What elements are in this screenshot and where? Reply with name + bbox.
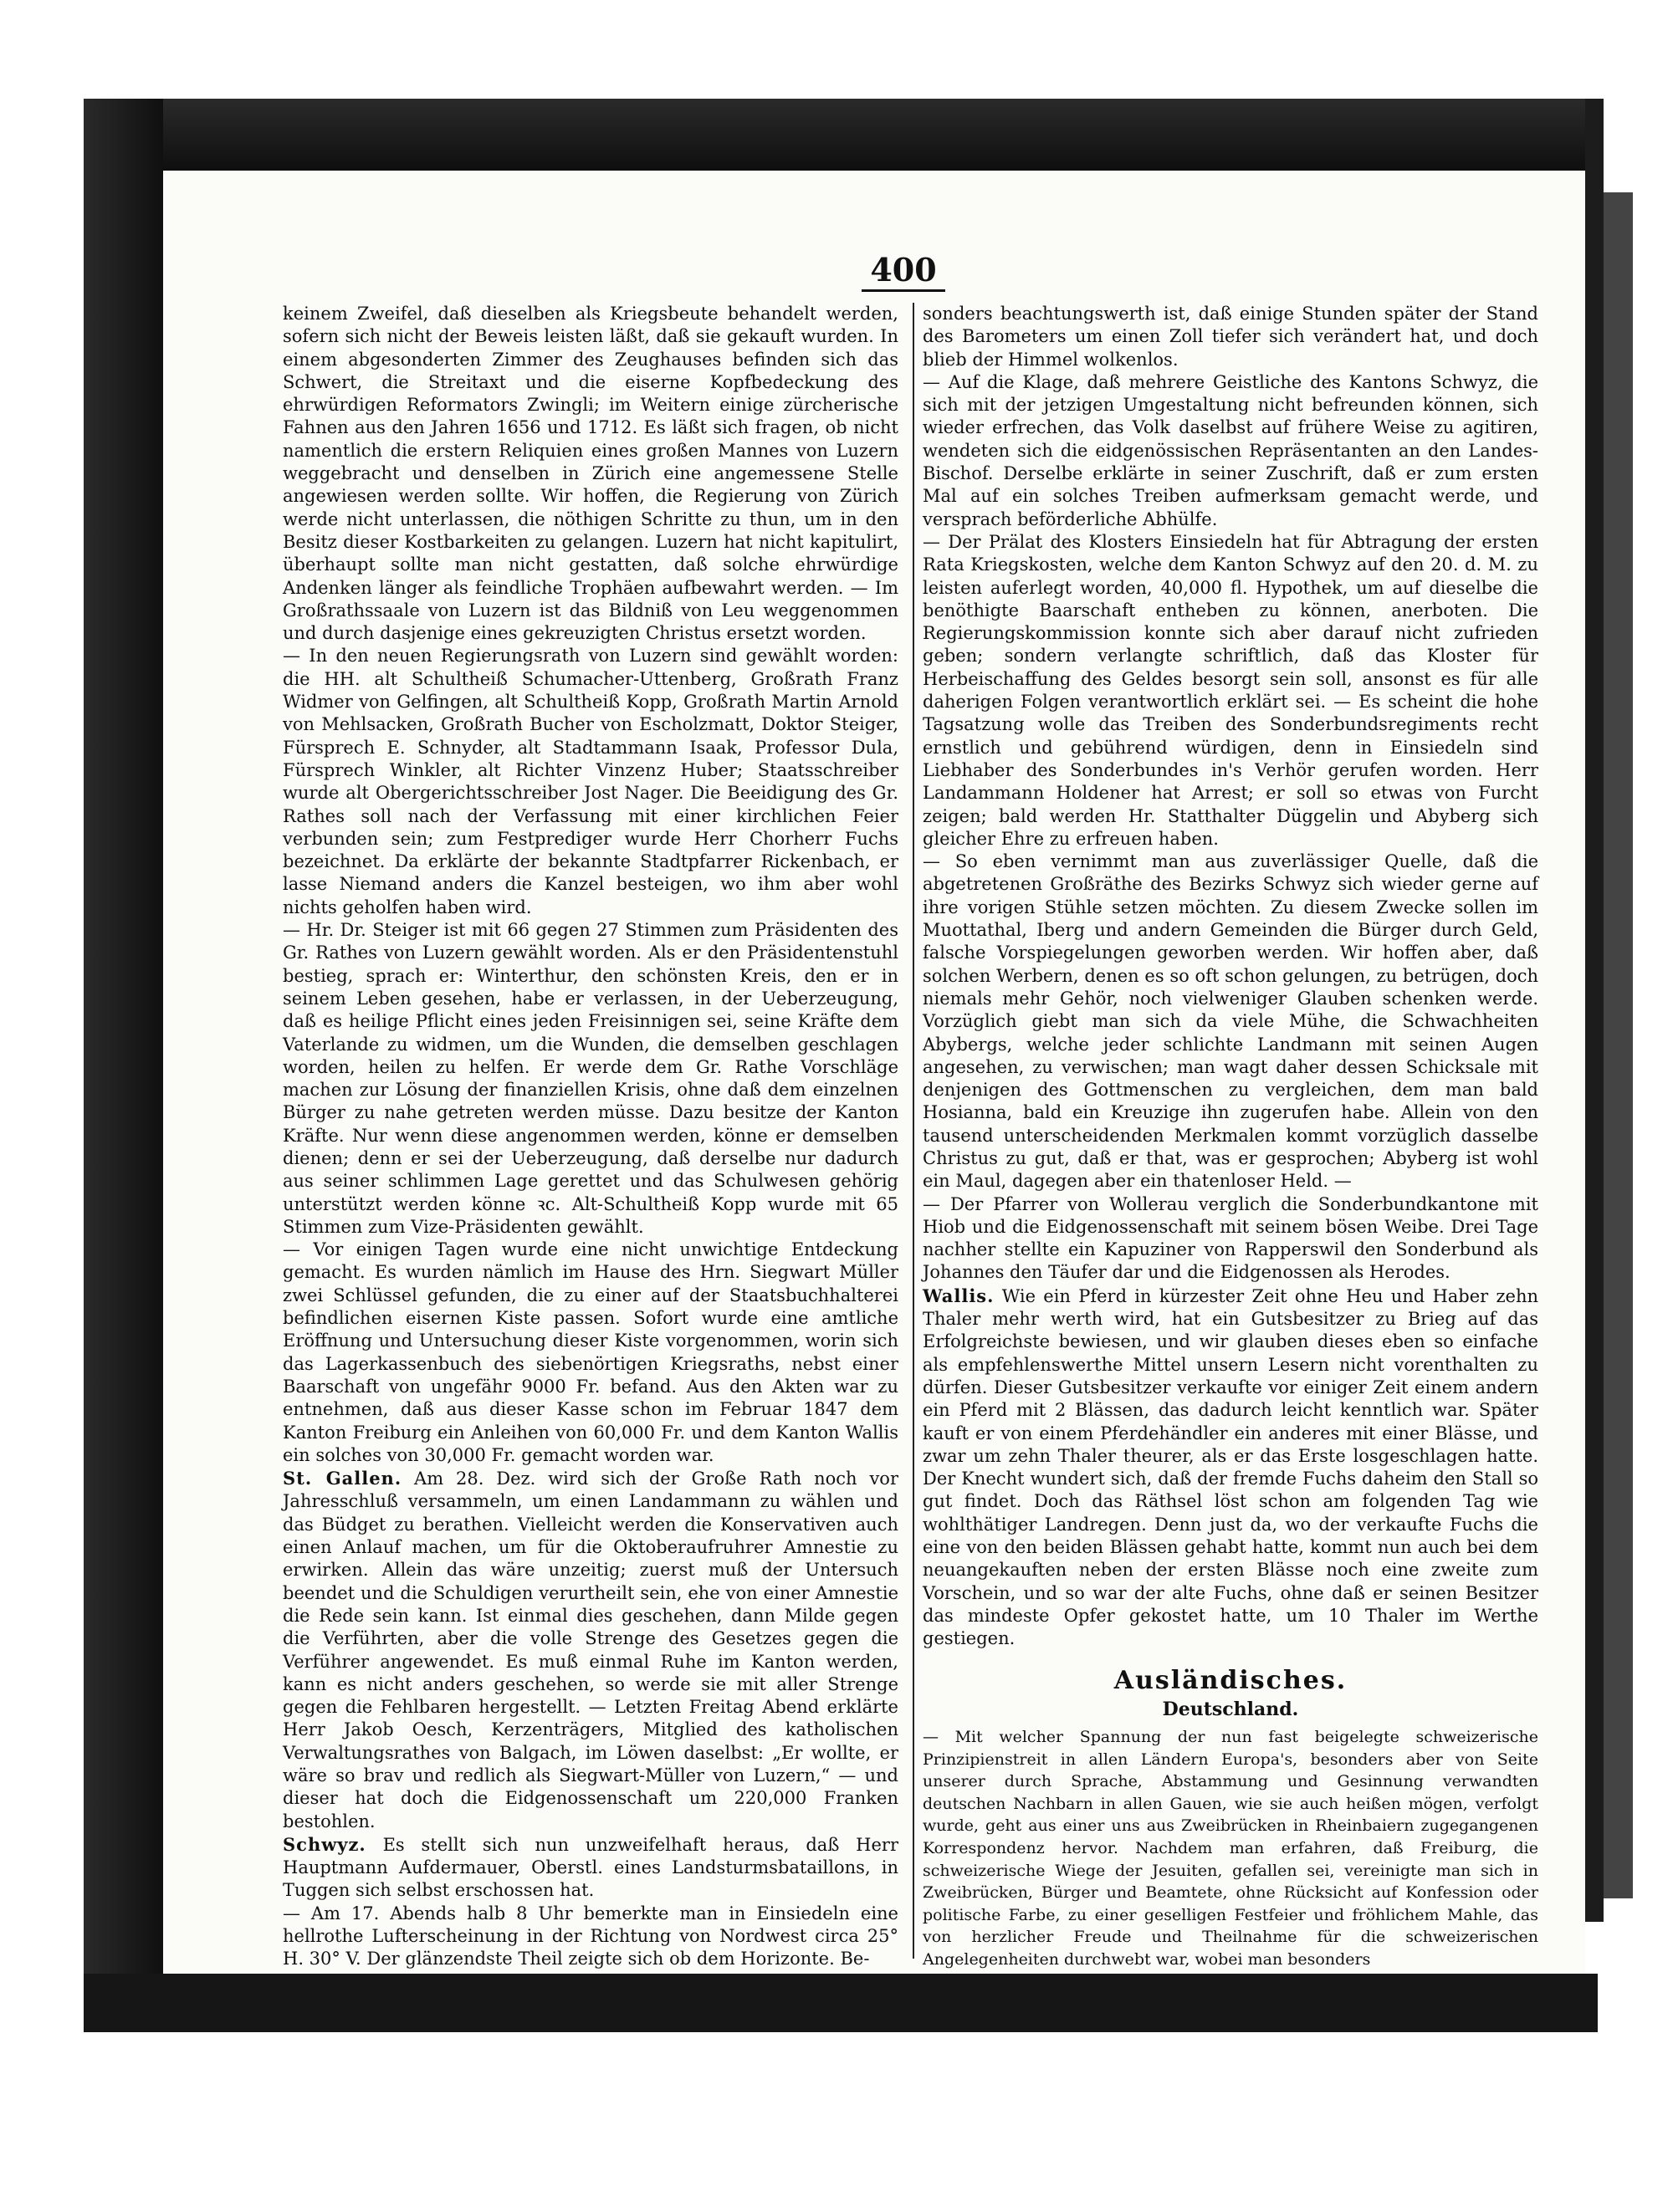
subsection-title: Deutschland. bbox=[1162, 1698, 1299, 1720]
scan-border-right bbox=[1585, 99, 1604, 1922]
section-title: Ausländisches. bbox=[1113, 1665, 1348, 1695]
column-divider bbox=[913, 303, 914, 1959]
paragraph: — So eben vernimmt man aus zuverlässiger Quelle, daß die abgetretenen Großräthe des Bezirks Schwyz sich wieder gerne auf ihre vorigen Stühle setzen möchten. Zu diesem Zwecke sollen im Muottathal, Iberg und andern Gemeinden die Bürger durch Geld, falsche Vorspiegelungen geworben werden. Wir hoffen aber, daß solchen Werbern, denen es so oft schon gelungen, zu betrügen, doch niemals mehr Gehör, noch vielweniger Glauben schenken werde. Vorzüglich giebt man sich da viele Mühe, die Schwachheiten Abybergs, welche jeder schlichte Landmann mit seinen Augen angesehen, zu verwischen; man wagt daher dessen Schicksale mit denjenigen des Gottmenschen zu vergleichen, dem man bald Hosianna, bald ein Kreuzige ihn zugerufen habe. Allein von den tausend unterscheidenden Merkmalen kommt vorzüglich dasselbe Christus zu gut, daß er that, was er gesprochen; Abyberg ist wohl ein Maul, dagegen aber ein thatenloser Held. — bbox=[923, 851, 1538, 1192]
paragraph: sonders beachtungswerth ist, daß einige Stunden später der Stand des Barometers um einen Zoll tiefer sich verändert hat, und doch blieb der Himmel wolkenlos. bbox=[923, 304, 1538, 370]
page-number: 400 bbox=[870, 251, 937, 289]
paragraph: — In den neuen Regierungsrath von Luzern sind gewählt worden: die HH. alt Schultheiß Schumacher-Uttenberg, Großrath Franz Widmer von Gelfingen, alt Schultheiß Kopp, Großrath Martin Arnold von Mehlsacken, Großrath Bucher von Escholzmatt, Doktor Steiger, Fürsprech E. Schnyder, alt Stadtammann Isaak, Professor Dula, Fürsprech Winkler, alt Richter Vinzenz Huber; Staatsschreiber wurde alt Obergerichtsschreiber Jost Nager. Die Beeidigung des Gr. Rathes soll nach der Verfassung mit einer kirchlichen Feier verbunden sein; zum Festprediger wurde Herr Chorherr Fuchs bezeichnet. Da erklärte der bekannte Stadtpfarrer Rickenbach, er lasse Niemand anders die Kanzel besteigen, wo ihm aber wohl nichts geholfen haben wird. bbox=[283, 646, 898, 917]
paragraph: keinem Zweifel, daß dieselben als Kriegsbeute behandelt werden, sofern sich nicht der Beweis leisten läßt, daß sie gekauft wurden. In einem abgesonderten Zimmer des Zeughauses befinden sich das Schwert, die Streitaxt und die eiserne Kopfbedeckung des ehrwürdigen Reformators Zwingli; im Weitern einige zürcherische Fahnen aus den Jahren 1656 und 1712. Es läßt sich fragen, ob nicht namentlich die erstern Reliquien eines großen Mannes von Luzern weggebracht und denselben in Zürich eine angemessene Stelle angewiesen werden sollte. Wir hoffen, die Regierung von Zürich werde nicht unterlassen, die nöthigen Schritte zu thun, um in den Besitz dieser Kostbarkeiten zu gelangen. Luzern hat nicht kapitulirt, überhaupt sollte man nicht gestatten, daß solche ehrwürdige Andenken länger als feindliche Trophäen aufbewahrt werden. — Im Großrathssaale von Luzern ist das Bildniß von Leu weggenommen und durch dasjenige eines gekreuzigten Christus ersetzt worden. bbox=[283, 304, 898, 644]
paragraph: — Vor einigen Tagen wurde eine nicht unwichtige Entdeckung gemacht. Es wurden nämlich im Hause des Hrn. Siegwart Müller zwei Schlüssel gefunden, die zu einer auf der Staatsbuchhalterei befindlichen eisernen Kiste passen. Sofort wurde eine amtliche Eröffnung und Untersuchung dieser Kiste vorgenommen, worin sich das Lagerkassenbuch des siebenörtigen Kriegsraths, nebst einer Baarschaft von ungefähr 9000 Fr. befand. Aus den Akten war zu entnehmen, daß aus dieser Kasse schon im Februar 1847 dem Kanton Freiburg ein Anleihen von 60,000 Fr. und dem Kanton Wallis ein solches von 30,000 Fr. gemacht worden war. bbox=[283, 1239, 898, 1465]
scan-border-bottom bbox=[84, 1974, 1598, 2032]
paragraph-text: Es stellt sich nun unzweifelhaft heraus, daß Herr Hauptmann Aufdermauer, Oberstl. eines Landsturmsbataillons, in Tuggen sich selbst erschossen hat. bbox=[283, 1834, 898, 1901]
article-heading: Schwyz. bbox=[283, 1833, 366, 1855]
paragraph-text: Am 28. Dez. wird sich der Große Rath noch vor Jahresschluß versammeln, um einen Landammann zu wählen und das Büdget zu berathen. Vielleicht werden die Konservativen auch einen Anlauf machen, um für die Oktoberaufruhrer Amnestie zu erwirken. Allein das wäre unzeitig; zuerst muß der Untersuch beendet und die Schuldigen verurtheilt sein, ehe von einer Amnestie die Rede sein kann. Ist einmal dies geschehen, dann Milde gegen die Verführten, aber die volle Strenge des Gesetzes gegen die Verführer angewendet. Es muß einmal Ruhe im Kanton werden, kann es nicht anders geschehen, so werde sie mit aller Strenge gegen die Fehlbaren hergestellt. — Letzten Freitag Abend erklärte Herr Jakob Oesch, Kerzenträgers, Mitglied des katholischen Verwaltungsrathes von Balgach, im Löwen daselbst: „Er wollte, er wäre so brav und redlich als Siegwart-Müller von Luzern,“ — und dieser hat doch die Eidgenossenschaft um 220,000 Franken bestohlen. bbox=[283, 1469, 898, 1831]
left-column bbox=[283, 303, 898, 1971]
paragraph: — Am 17. Abends halb 8 Uhr bemerkte man in Einsiedeln eine hellrothe Lufterscheinung in der Richtung von Nordwest circa 25° H. 30° V. Der glänzendste Theil zeigte sich ob dem Horizonte. Be- bbox=[283, 1903, 898, 1969]
paragraph-text: Wie ein Pferd in kürzester Zeit ohne Heu und Haber zehn Thaler mehr werth wird, hat ein Gutsbesitzer zu Brieg auf das Erfolgreichste bewiesen, und wir glauben dieses eben so einfache als empfehlenswerthe Mittel unsern Lesern nicht vorenthalten zu dürfen. Dieser Gutsbesitzer verkaufte vor einiger Zeit einem andern ein Pferd mit 2 Blässen, das dadurch leicht kenntlich war. Später kauft er von einem Pferdehändler ein anderes mit einer Blässe, und zwar um zehn Thaler theurer, als er das Erste losgeschlagen hatte. Der Knecht wundert sich, daß der fremde Fuchs daheim den Stall so gut findet. Doch das Räthsel löst schon am folgenden Tag wie wohlthätiger Landregen. Denn just da, wo der verkaufte Fuchs die eine von den beiden Blässen gehabt hatte, kommt nun auch bei dem neuangekauften neben der ersten Blässe noch eine zweite zum Vorschein, und so war der alte Fuchs, ohne daß er seinen Besitzer das mindeste Opfer gekostet hatte, um 10 Thaler im Werthe gestiegen. bbox=[923, 1285, 1538, 1649]
paragraph: — Hr. Dr. Steiger ist mit 66 gegen 27 Stimmen zum Präsidenten des Gr. Rathes von Luzern gewählt worden. Als er den Präsidentenstuhl bestieg, sprach er: Winterthur, den schönsten Kreis, den er in seinem Leben gesehen, habe er verlassen, in der Ueberzeugung, daß es heilige Pflicht eines jeden Freisinnigen sei, seine Kräfte dem Vaterlande zu widmen, um die Wunden, die demselben geschlagen worden, heilen zu helfen. Er werde dem Gr. Rathe Vorschläge machen zur Lösung der finanziellen Krisis, ohne daß dem einzelnen Bürger zu nahe getreten werden müsse. Dazu besitze der Kanton Kräfte. Nur wenn diese angenommen werden, könne er demselben dienen; denn er sei der Ueberzeugung, daß derselbe nur dadurch aus seiner schlimmen Lage gerettet und das Schulwesen gehörig unterstützt werden könne ꝛc. Alt-Schultheiß Kopp wurde mit 65 Stimmen zum Vize-Präsidenten gewählt. bbox=[283, 920, 898, 1237]
page-number-rule bbox=[862, 289, 945, 292]
scan-border-left bbox=[84, 99, 163, 2031]
scan-border-top bbox=[84, 99, 1598, 171]
paragraph: — Der Pfarrer von Wollerau verglich die Sonderbundkantone mit Hiob und die Eidgenossenschaft mit seinem bösen Weibe. Drei Tage nachher stellte ein Kapuziner von Rapperswil den Sonderbund als Johannes den Täufer dar und die Eidgenossen als Herodes. bbox=[923, 1193, 1538, 1283]
paragraph bbox=[283, 1833, 898, 1903]
paragraph: — Mit welcher Spannung der nun fast beigelegte schweizerische Prinzipienstreit in allen Ländern Europa's, besonders aber von Seite unserer durch Sprache, Abstammung und Gesinnung verwandten deutschen Nachbarn in allen Gauen, wie sie auch heißen mögen, verfolgt wurde, geht aus einer uns aus Zweibrücken in Rheinbaiern zugegangenen Korrespondenz hervor. Nachdem man erfahren, daß Freiburg, die schweizerische Wiege der Jesuiten, gefallen sei, vereinigte man sich in Zweibrücken, Bürger und Beamtete, ohne Rücksicht auf Konfession oder politische Farbe, zu einer geselligen Festfeier und fröhlichem Mahle, das von herzlicher Freude und Theilnahme für die schweizerischen Angelegenheiten durchwebt war, wobei man besonders bbox=[923, 1728, 1538, 1969]
scan-border-right-shadow bbox=[1604, 192, 1633, 1898]
paragraph bbox=[283, 1467, 898, 1833]
article-heading: St. Gallen. bbox=[283, 1468, 402, 1489]
paragraph: — Auf die Klage, daß mehrere Geistliche des Kantons Schwyz, die sich mit der jetzigen Umgestaltung nicht befreunden können, sich wieder erfrechen, das Volk daselbst auf frühere Weise zu agitiren, wendeten sich die eidgenössischen Repräsentanten an den Landes-Bischof. Derselbe erklärte in seiner Zuschrift, daß er zum ersten Mal auf ein solches Treiben aufmerksam gemacht werde, und versprach beförderliche Abhülfe. bbox=[923, 371, 1538, 529]
paragraph bbox=[923, 1285, 1538, 1651]
paragraph: — Der Prälat des Klosters Einsiedeln hat für Abtragung der ersten Rata Kriegskosten, welche dem Kanton Schwyz auf den 20. d. M. zu leisten auferlegt worden, 40,000 fl. Hypothek, um auf dieselbe die benöthigte Baarschaft entheben zu können, anerboten. Die Regierungskommission konnte sich aber darauf nicht zufrieden geben; sondern verlangte schriftlich, daß das Kloster für Herbeischaffung des Geldes besorgt sein soll, ansonst es für alle daherigen Folgen verantwortlich erklärt sei. — Es scheint die hohe Tagsatzung wolle das Treiben des Sonderbundsregiments recht ernstlich und gebührend würdigen, denn in Einsiedeln sind Liebhaber des Sonderbundes in's Verhör gerufen worden. Herr Landammann Holdener hat Arrest; er soll so etwas von Furcht zeigen; bald werden Hr. Statthalter Düggelin und Abyberg sich gleicher Ehre zu erfreuen haben. bbox=[923, 531, 1538, 849]
right-column bbox=[923, 303, 1538, 1971]
article-heading: Wallis. bbox=[923, 1285, 995, 1306]
